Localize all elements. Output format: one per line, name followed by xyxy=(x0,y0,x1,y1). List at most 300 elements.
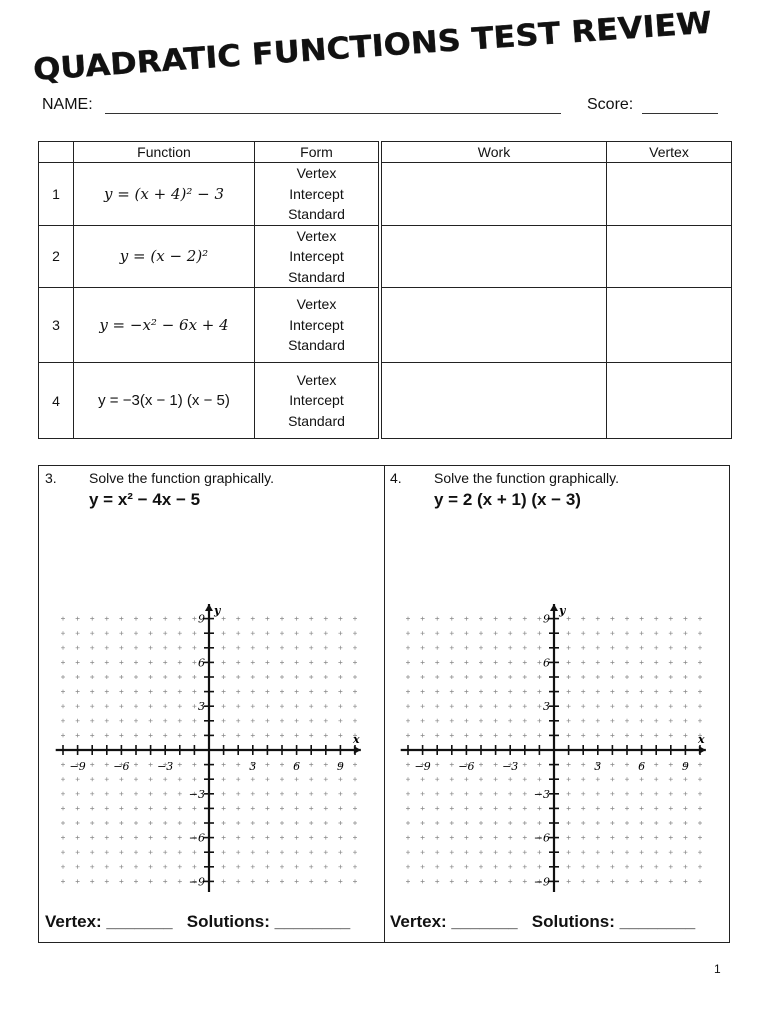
grid-point xyxy=(669,806,673,810)
grid-point xyxy=(90,646,94,650)
grid-point xyxy=(280,777,284,781)
grid-point xyxy=(479,704,483,708)
grid-point xyxy=(654,806,658,810)
grid-point xyxy=(295,836,299,840)
grid-point xyxy=(435,646,439,650)
grid-point xyxy=(464,704,468,708)
solutions-answer-label[interactable]: Solutions: ________ xyxy=(531,912,696,931)
grid-point xyxy=(596,690,600,694)
work-cell[interactable] xyxy=(382,288,607,363)
grid-point xyxy=(654,733,658,737)
vertex-cell[interactable] xyxy=(607,288,732,363)
vertex-cell[interactable] xyxy=(607,225,732,288)
form-option-intercept[interactable]: Intercept xyxy=(289,185,344,202)
grid-point xyxy=(309,836,313,840)
grid-point xyxy=(625,675,629,679)
grid-point xyxy=(236,777,240,781)
grid-point xyxy=(192,733,196,737)
grid-point xyxy=(251,690,255,694)
vertex-cell[interactable] xyxy=(607,363,732,439)
grid-point xyxy=(464,865,468,869)
grid-point xyxy=(508,617,512,621)
grid-point xyxy=(537,865,541,869)
grid-point xyxy=(192,617,196,621)
table-row xyxy=(39,225,732,288)
grid-point xyxy=(596,646,600,650)
grid-point xyxy=(119,646,123,650)
grid-point xyxy=(309,850,313,854)
grid-point xyxy=(567,792,571,796)
grid-point xyxy=(567,821,571,825)
grid-point xyxy=(149,792,153,796)
grid-point xyxy=(523,792,527,796)
grid-point xyxy=(265,836,269,840)
grid-point xyxy=(338,806,342,810)
grid-point xyxy=(105,806,109,810)
x-tick-label: −3 xyxy=(157,760,174,773)
grid-point xyxy=(464,821,468,825)
grid-point xyxy=(295,719,299,723)
grid-point xyxy=(406,704,410,708)
grid-point xyxy=(309,806,313,810)
grid-point xyxy=(324,719,328,723)
grid-point xyxy=(90,660,94,664)
grid-point xyxy=(640,660,644,664)
grid-point xyxy=(508,631,512,635)
grid-point xyxy=(251,850,255,854)
grid-point xyxy=(669,836,673,840)
problem-instruction: Solve the function graphically. xyxy=(434,470,619,486)
grid-point xyxy=(669,646,673,650)
grid-point xyxy=(494,675,498,679)
grid-point xyxy=(76,777,80,781)
grid-point xyxy=(625,865,629,869)
grid-point xyxy=(192,646,196,650)
grid-point xyxy=(464,631,468,635)
grid-point xyxy=(479,719,483,723)
x-tick-label: 6 xyxy=(293,760,301,773)
y-tick-label: −6 xyxy=(533,831,550,845)
grid-point xyxy=(309,792,313,796)
grid-point xyxy=(698,865,702,869)
grid-point xyxy=(406,646,410,650)
vertex-cell[interactable] xyxy=(607,163,732,226)
grid-point xyxy=(464,617,468,621)
grid-point xyxy=(625,763,629,767)
form-options xyxy=(255,288,379,363)
grid-point xyxy=(596,821,600,825)
grid-point xyxy=(119,733,123,737)
grid-point xyxy=(683,777,687,781)
problem-number: 3. xyxy=(45,470,57,486)
grid-point xyxy=(265,631,269,635)
grid-point xyxy=(61,777,65,781)
grid-point xyxy=(537,733,541,737)
grid-point xyxy=(596,719,600,723)
grid-point xyxy=(105,719,109,723)
grid-point xyxy=(280,836,284,840)
grid-point xyxy=(640,879,644,883)
grid-point xyxy=(435,690,439,694)
grid-point xyxy=(76,879,80,883)
grid-point xyxy=(581,836,585,840)
grid-point xyxy=(640,836,644,840)
x-tick-label: −6 xyxy=(458,760,475,773)
grid-point xyxy=(222,806,226,810)
grid-point xyxy=(222,792,226,796)
grid-point xyxy=(236,733,240,737)
grid-point xyxy=(324,879,328,883)
grid-point xyxy=(163,836,167,840)
grid-point xyxy=(625,690,629,694)
coordinate-grid[interactable] xyxy=(55,602,375,892)
grid-point xyxy=(435,675,439,679)
grid-point xyxy=(309,690,313,694)
grid-point xyxy=(494,763,498,767)
grid-point xyxy=(178,879,182,883)
grid-point xyxy=(508,719,512,723)
grid-point xyxy=(450,865,454,869)
grid-point xyxy=(567,675,571,679)
solutions-answer-label[interactable]: Solutions: ________ xyxy=(186,912,351,931)
grid-point xyxy=(222,836,226,840)
grid-point xyxy=(581,719,585,723)
grid-point xyxy=(596,836,600,840)
grid-point xyxy=(669,704,673,708)
grid-point xyxy=(338,836,342,840)
grid-point xyxy=(494,806,498,810)
function-cell: y = (x + 4)² − 3 xyxy=(74,163,255,226)
grid-point xyxy=(280,660,284,664)
grid-point xyxy=(222,660,226,664)
grid-point xyxy=(654,821,658,825)
grid-point xyxy=(581,879,585,883)
grid-point xyxy=(421,646,425,650)
grid-point xyxy=(134,690,138,694)
x-tick-label: 9 xyxy=(681,760,689,773)
grid-point xyxy=(163,646,167,650)
grid-point xyxy=(683,719,687,723)
grid-point xyxy=(450,777,454,781)
grid-point xyxy=(324,617,328,621)
form-option-intercept[interactable]: Intercept xyxy=(289,248,344,264)
grid-point xyxy=(421,719,425,723)
grid-point xyxy=(76,719,80,723)
grid-point xyxy=(134,792,138,796)
grid-point xyxy=(406,660,410,664)
grid-point xyxy=(508,821,512,825)
form-option-intercept[interactable]: Intercept xyxy=(289,316,344,333)
coordinate-grid[interactable] xyxy=(400,602,720,892)
grid-point xyxy=(610,763,614,767)
grid-point xyxy=(309,675,313,679)
grid-point xyxy=(295,879,299,883)
form-option-standard[interactable]: Standard xyxy=(288,206,345,222)
grid-point xyxy=(640,733,644,737)
grid-point xyxy=(537,719,541,723)
x-tick-label: 3 xyxy=(249,760,257,773)
grid-point xyxy=(640,675,644,679)
grid-point xyxy=(610,733,614,737)
y-tick-label: 9 xyxy=(198,612,205,626)
row-number: 4 xyxy=(39,363,74,439)
grid-point xyxy=(76,836,80,840)
grid-point xyxy=(479,777,483,781)
grid-point xyxy=(134,646,138,650)
grid-point xyxy=(222,865,226,869)
grid-point xyxy=(581,660,585,664)
grid-point xyxy=(134,660,138,664)
grid-point xyxy=(421,865,425,869)
grid-point xyxy=(178,660,182,664)
grid-point xyxy=(640,821,644,825)
grid-point xyxy=(338,777,342,781)
grid-point xyxy=(683,821,687,825)
grid-point xyxy=(450,690,454,694)
grid-point xyxy=(163,792,167,796)
function-cell: y = −x² − 6x + 4 xyxy=(74,288,255,363)
grid-point xyxy=(149,704,153,708)
form-option-standard[interactable]: Standard xyxy=(288,268,345,285)
form-option-intercept[interactable]: Intercept xyxy=(289,392,344,409)
grid-point xyxy=(178,865,182,869)
grid-point xyxy=(640,690,644,694)
grid-point xyxy=(581,777,585,781)
grid-point xyxy=(640,806,644,810)
grid-point xyxy=(76,733,80,737)
grid-point xyxy=(464,879,468,883)
header-form: Form xyxy=(255,142,379,163)
grid-point xyxy=(669,763,673,767)
grid-point xyxy=(324,660,328,664)
grid-point xyxy=(625,806,629,810)
grid-point xyxy=(309,646,313,650)
grid-point xyxy=(295,733,299,737)
grid-point xyxy=(236,646,240,650)
grid-point xyxy=(640,646,644,650)
grid-point xyxy=(324,733,328,737)
problem-4-panel xyxy=(384,466,729,942)
grid-point xyxy=(338,879,342,883)
table-header-row xyxy=(39,142,732,163)
vertex-answer-label[interactable]: Vertex: _______ xyxy=(45,912,173,931)
form-option-standard[interactable]: Standard xyxy=(288,412,345,429)
grid-point xyxy=(134,675,138,679)
grid-point xyxy=(610,865,614,869)
grid-point xyxy=(450,879,454,883)
grid-point xyxy=(353,675,357,679)
work-cell[interactable] xyxy=(382,225,607,288)
grid-point xyxy=(683,690,687,694)
grid-point xyxy=(596,675,600,679)
grid-point xyxy=(61,836,65,840)
grid-point xyxy=(353,777,357,781)
work-cell[interactable] xyxy=(382,363,607,439)
grid-point xyxy=(105,660,109,664)
grid-point xyxy=(625,879,629,883)
grid-point xyxy=(523,719,527,723)
grid-point xyxy=(76,704,80,708)
grid-point xyxy=(479,617,483,621)
grid-point xyxy=(508,660,512,664)
grid-point xyxy=(654,865,658,869)
grid-point xyxy=(406,690,410,694)
grid-point xyxy=(421,792,425,796)
grid-point xyxy=(280,617,284,621)
score-blank[interactable] xyxy=(642,113,718,114)
grid-point xyxy=(537,763,541,767)
grid-point xyxy=(479,631,483,635)
form-option-vertex[interactable]: Vertex xyxy=(296,371,337,388)
grid-point xyxy=(134,777,138,781)
grid-point xyxy=(76,792,80,796)
grid-point xyxy=(61,879,65,883)
y-axis-label: y xyxy=(214,604,221,618)
grid-point xyxy=(134,704,138,708)
grid-point xyxy=(698,763,702,767)
grid-point xyxy=(698,704,702,708)
name-blank[interactable] xyxy=(105,113,561,114)
grid-point xyxy=(324,646,328,650)
vertex-answer-label[interactable]: Vertex: _______ xyxy=(390,912,518,931)
work-cell[interactable] xyxy=(382,163,607,226)
grid-point xyxy=(178,836,182,840)
grid-point xyxy=(163,821,167,825)
grid-point xyxy=(338,719,342,723)
x-tick-label: 6 xyxy=(638,760,646,773)
grid-point xyxy=(581,690,585,694)
grid-point xyxy=(280,719,284,723)
grid-point xyxy=(105,617,109,621)
grid-point xyxy=(353,646,357,650)
grid-point xyxy=(406,763,410,767)
grid-point xyxy=(265,660,269,664)
grid-point xyxy=(265,617,269,621)
grid-point xyxy=(295,850,299,854)
grid-point xyxy=(581,850,585,854)
row-number: 1 xyxy=(39,163,74,226)
grid-point xyxy=(163,879,167,883)
grid-point xyxy=(178,763,182,767)
grid-point xyxy=(309,777,313,781)
grid-point xyxy=(324,704,328,708)
form-option-vertex[interactable]: Vertex xyxy=(296,227,337,244)
grid-point xyxy=(654,704,658,708)
grid-point xyxy=(178,631,182,635)
grid-point xyxy=(523,733,527,737)
grid-point xyxy=(90,806,94,810)
grid-point xyxy=(581,806,585,810)
grid-point xyxy=(265,690,269,694)
grid-point xyxy=(698,836,702,840)
grid-point xyxy=(494,733,498,737)
grid-point xyxy=(669,617,673,621)
grid-point xyxy=(421,879,425,883)
grid-point xyxy=(494,792,498,796)
grid-point xyxy=(406,821,410,825)
grid-point xyxy=(192,850,196,854)
grid-point xyxy=(134,836,138,840)
grid-point xyxy=(236,792,240,796)
grid-point xyxy=(76,675,80,679)
grid-point xyxy=(119,836,123,840)
grid-point xyxy=(353,792,357,796)
grid-point xyxy=(76,631,80,635)
grid-point xyxy=(163,777,167,781)
grid-point xyxy=(236,763,240,767)
grid-point xyxy=(640,631,644,635)
grid-point xyxy=(523,777,527,781)
grid-point xyxy=(76,660,80,664)
grid-point xyxy=(494,821,498,825)
grid-point xyxy=(280,631,284,635)
form-option-vertex[interactable]: Vertex xyxy=(296,165,337,181)
grid-point xyxy=(222,704,226,708)
grid-point xyxy=(324,865,328,869)
grid-point xyxy=(149,719,153,723)
grid-point xyxy=(163,865,167,869)
grid-point xyxy=(596,879,600,883)
grid-point xyxy=(523,836,527,840)
grid-point xyxy=(435,821,439,825)
grid-point xyxy=(494,690,498,694)
x-tick-label: −9 xyxy=(69,760,86,773)
grid-point xyxy=(610,777,614,781)
grid-point xyxy=(581,763,585,767)
grid-point xyxy=(406,865,410,869)
grid-point xyxy=(119,660,123,664)
grid-point xyxy=(537,631,541,635)
grid-point xyxy=(625,631,629,635)
grid-point xyxy=(280,792,284,796)
grid-point xyxy=(625,733,629,737)
function-cell: y = −3(x − 1) (x − 5) xyxy=(74,363,255,439)
grid-point xyxy=(523,631,527,635)
grid-point xyxy=(295,704,299,708)
grid-point xyxy=(406,733,410,737)
grid-point xyxy=(683,865,687,869)
grid-point xyxy=(654,792,658,796)
grid-point xyxy=(222,675,226,679)
grid-point xyxy=(479,836,483,840)
grid-point xyxy=(90,821,94,825)
grid-point xyxy=(309,719,313,723)
grid-point xyxy=(450,631,454,635)
grid-point xyxy=(324,821,328,825)
table-row xyxy=(39,288,732,363)
grid-point xyxy=(280,690,284,694)
grid-point xyxy=(265,821,269,825)
grid-point xyxy=(251,704,255,708)
form-option-standard[interactable]: Standard xyxy=(288,337,345,354)
grid-point xyxy=(119,806,123,810)
grid-point xyxy=(119,865,123,869)
worksheet-title xyxy=(0,0,768,95)
grid-point xyxy=(640,865,644,869)
grid-point xyxy=(669,850,673,854)
grid-point xyxy=(596,617,600,621)
row-number: 3 xyxy=(39,288,74,363)
grid-point xyxy=(61,733,65,737)
y-tick-label: −9 xyxy=(188,875,205,889)
form-option-vertex[interactable]: Vertex xyxy=(296,296,337,313)
grid-point xyxy=(640,777,644,781)
grid-point xyxy=(494,617,498,621)
form-options xyxy=(255,225,379,288)
grid-point xyxy=(222,617,226,621)
grid-point xyxy=(134,865,138,869)
grid-point xyxy=(61,631,65,635)
